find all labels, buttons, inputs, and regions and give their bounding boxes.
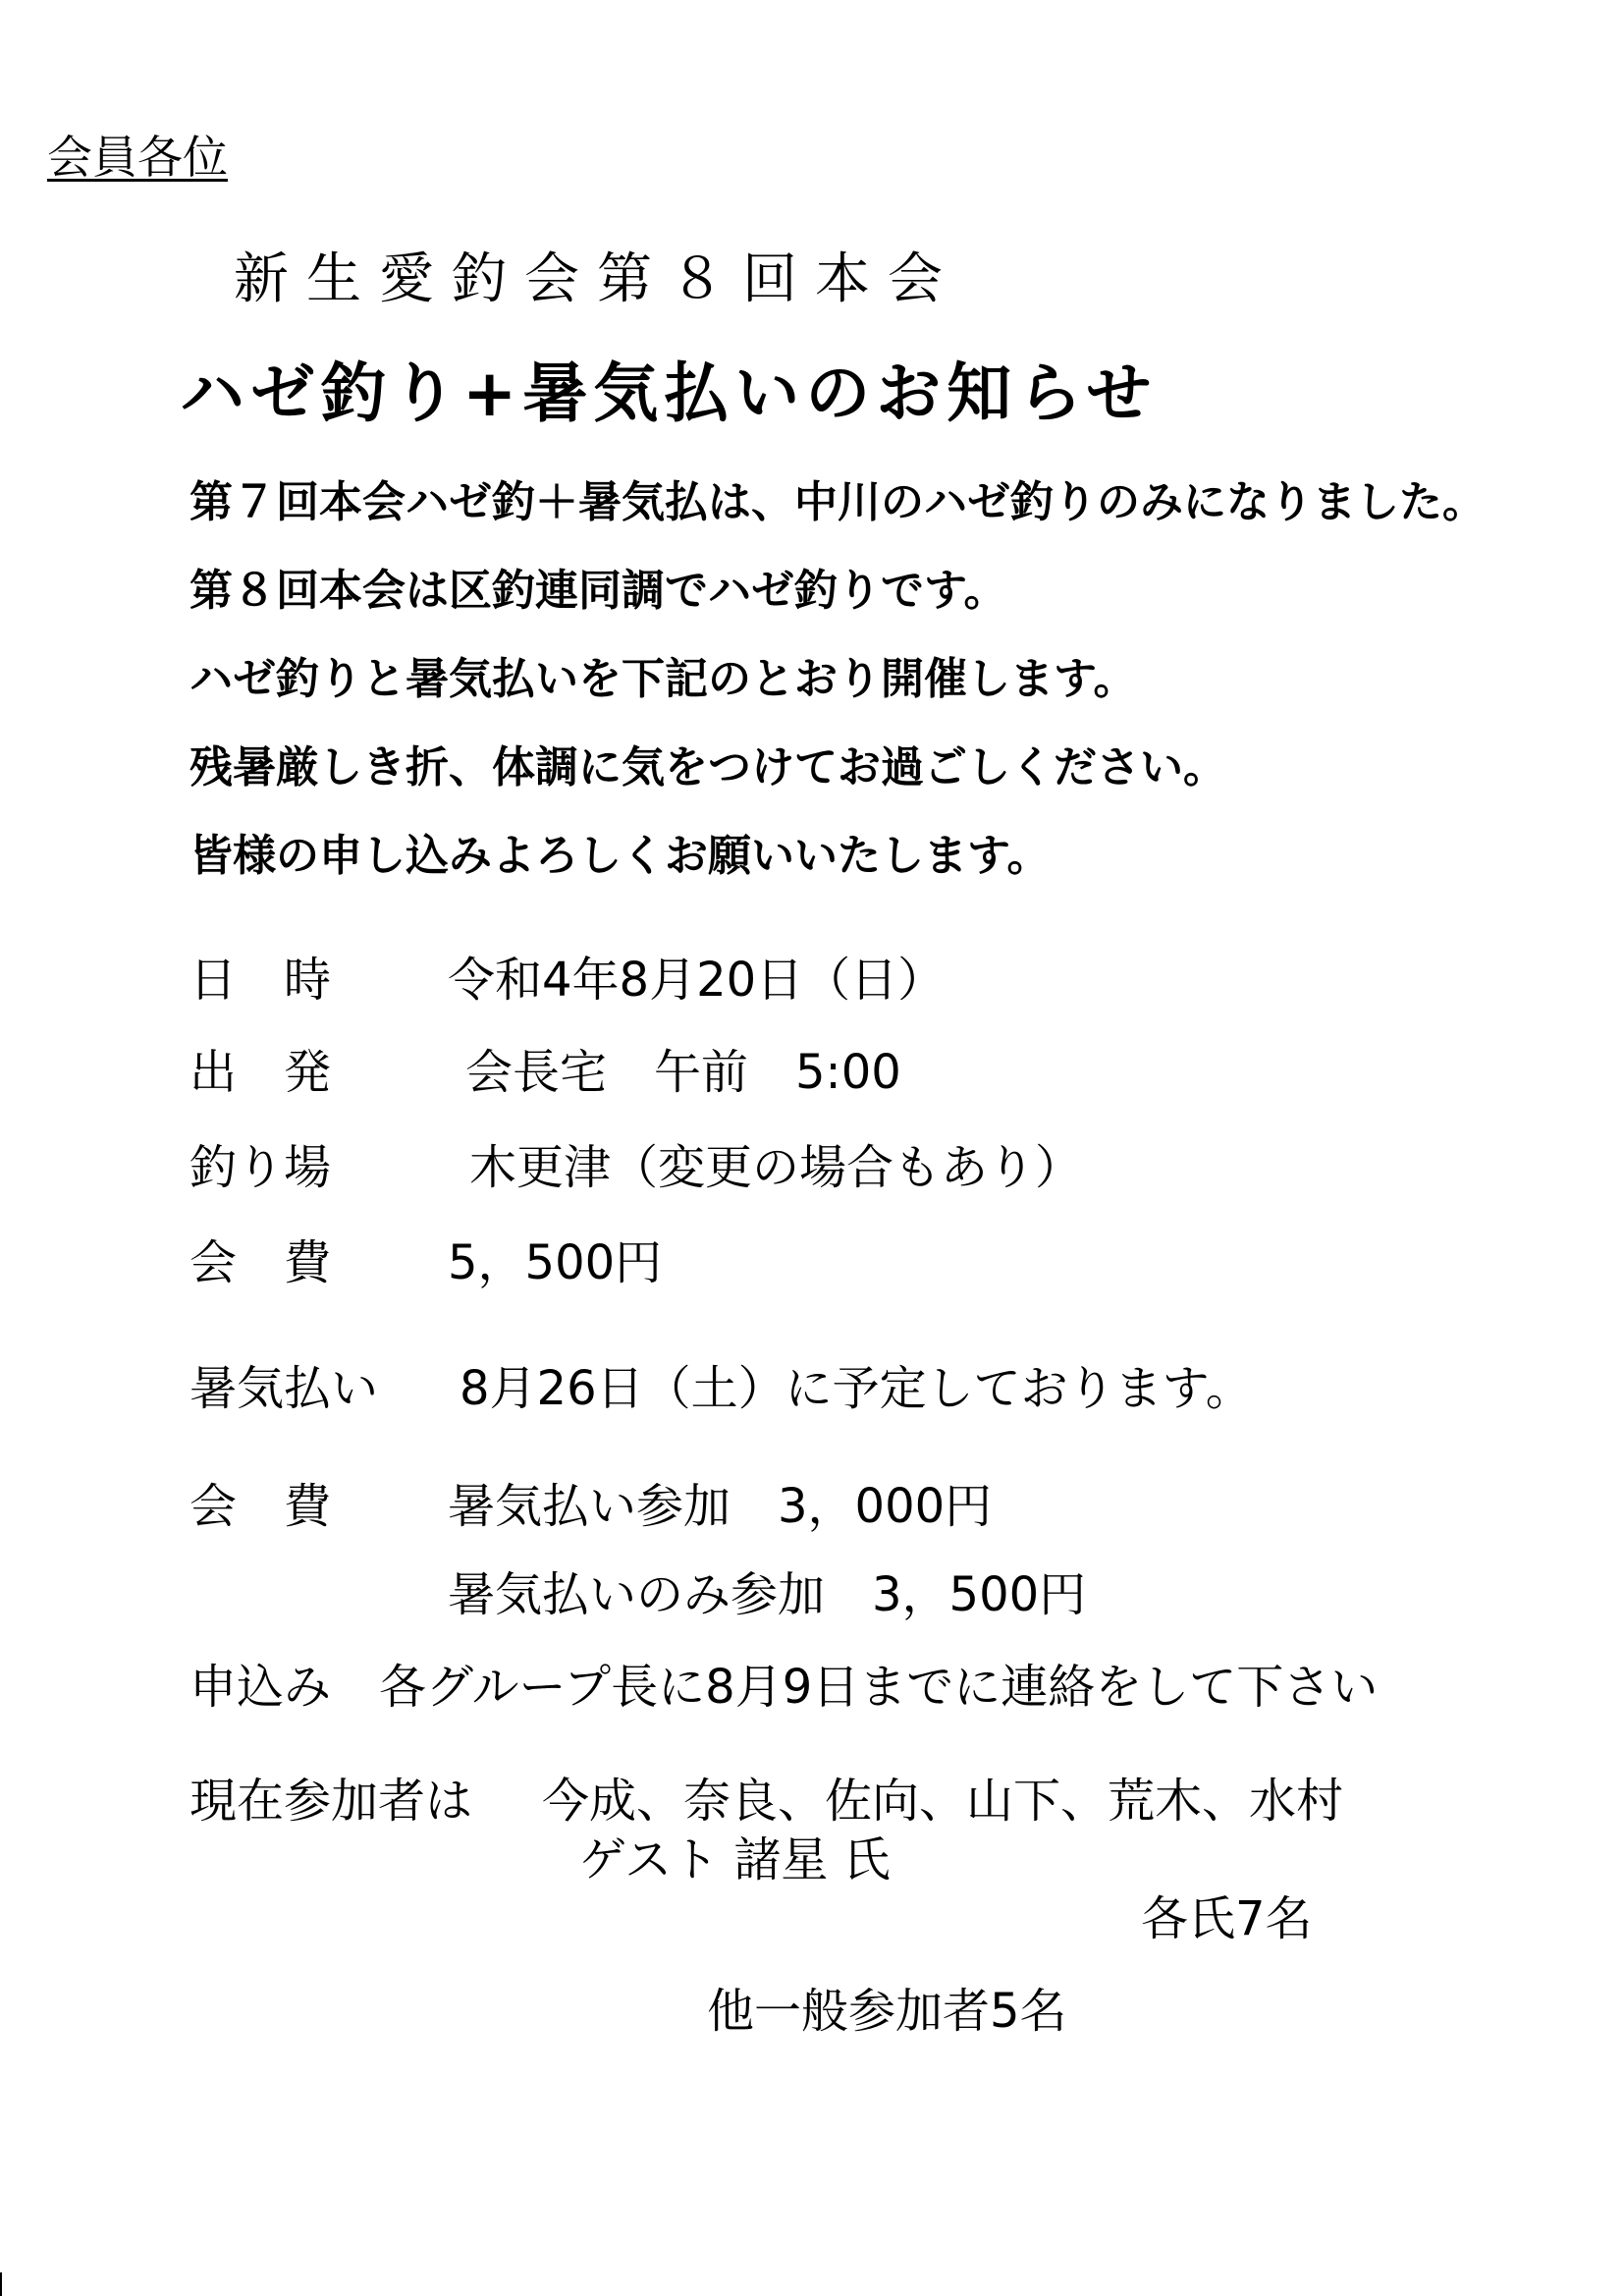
intro-line: 残暑厳しき折、体調に気をつけてお過ごしください。 <box>189 742 1226 793</box>
intro-line: 皆様の申し込みよろしくお願いいたします。 <box>189 831 1051 881</box>
shochu-label: 暑気払い <box>189 1361 379 1416</box>
fee2-label: 会費 <box>189 1479 379 1534</box>
participant-count: 各氏7名 <box>1141 1891 1313 1946</box>
departure-label: 出発 <box>189 1045 379 1100</box>
departure-value: 会長宅 午前 5:00 <box>465 1045 901 1100</box>
addressee: 会員各位 <box>47 131 228 184</box>
general-participants: 他一般参加者5名 <box>707 1984 1067 2039</box>
notice-heading: ハゼ釣り+暑気払いのお知らせ <box>180 355 1158 431</box>
fee-value: 5，500円 <box>448 1235 663 1290</box>
participants-label: 現在参加者は <box>189 1774 473 1829</box>
datetime-value: 令和4年8月20日（日） <box>448 953 946 1008</box>
spot-label: 釣り場 <box>189 1140 332 1195</box>
datetime-label: 日時 <box>189 953 379 1008</box>
fee2-line1: 暑気払い参加 3，000円 <box>448 1479 993 1534</box>
scan-edge-mark <box>0 2272 2 2296</box>
participants-names: 今成、奈良、佐向、山下、荒木、水村 <box>542 1774 1344 1829</box>
event-title: 新生愛釣会第８回本会 <box>234 247 960 311</box>
apply-value: 各グループ長に8月9日までに連絡をして下さい <box>379 1660 1379 1715</box>
shochu-value: 8月26日（土）に予定しております。 <box>460 1361 1253 1416</box>
intro-line: 第７回本会ハゼ釣＋暑気払は、中川のハゼ釣りのみになりました。 <box>189 477 1486 527</box>
fee2-line2: 暑気払いのみ参加 3，500円 <box>448 1567 1087 1622</box>
apply-label: 申込み <box>189 1660 332 1715</box>
spot-value: 木更津（変更の場合もあり） <box>469 1140 1083 1195</box>
intro-line: 第８回本会は区釣連同調でハゼ釣りです。 <box>189 566 1007 616</box>
fee-label: 会費 <box>189 1235 379 1290</box>
intro-line: ハゼ釣りと暑気払いを下記のとおり開催します。 <box>189 654 1137 704</box>
guest-line: ゲスト 諸星 氏 <box>579 1832 891 1887</box>
